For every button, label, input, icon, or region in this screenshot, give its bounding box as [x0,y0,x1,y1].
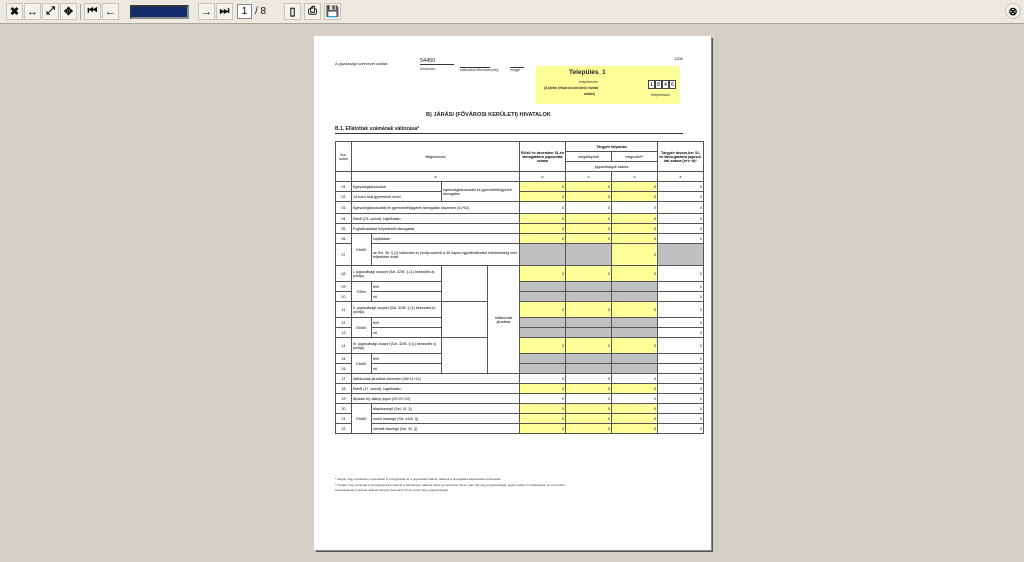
row-spacer [442,266,488,302]
subsection-title: B.1. Ellátottak számának változása* [335,126,420,132]
row-label: alapösszegű (Szt. 41. §) [372,404,520,414]
cell-c[interactable]: 0 [566,182,612,192]
cell-e: 0 [658,202,704,214]
row-num: 01 [336,182,352,192]
zoom-arrows-icon[interactable]: ✥ [60,3,77,20]
cell-e: 0 [658,414,704,424]
row-num: 07 [336,244,352,266]
settlement-sublabel: (A járási (fővárosi kerületi) hivatal [544,86,599,90]
cell-b-disabled [520,318,566,328]
hdr-new: megállapított [566,152,612,162]
settlement-label: településnév [579,80,599,84]
group-idokor: Időskorúak járadéka [488,266,520,374]
viewer-toolbar [0,0,1024,24]
page-number-input[interactable] [237,4,252,19]
footnote-3: személyeknek a számát, akiknek tárgyév december 31-én szűnt meg a jogosultsága! [335,488,448,492]
cell-e-disabled [658,244,704,266]
table-row [336,244,704,266]
cell-c-disabled [566,328,612,338]
cell-d[interactable]: 0 [612,214,658,224]
cell-d-disabled [612,282,658,292]
fit-width-icon[interactable]: ↔ [24,3,41,20]
cell-d[interactable]: 0 [612,414,658,424]
cell-e: 0 [658,214,704,224]
row-label: kiemelt összegű (Szt. 42. §) [372,424,520,434]
cell-c[interactable]: 0 [566,266,612,282]
cell-b[interactable]: 0 [520,266,566,282]
table-row [336,202,704,214]
cell-e: 0 [658,318,704,328]
cell-c: 0 [566,394,612,404]
row-label: emelt összegű (Szt. 43/A. §) [372,414,520,424]
cell-c-disabled [566,318,612,328]
export-icon[interactable]: ▯ [284,3,301,20]
row-num: 21 [336,414,352,424]
cell-e: 0 [658,234,704,244]
row-label: nő [372,292,442,302]
report-page [314,36,711,550]
cell-e: 0 [658,192,704,202]
cell-b[interactable]: 0 [520,182,566,192]
cell-c[interactable]: 0 [566,192,612,202]
cell-e: 0 [658,354,704,364]
row-label: az Szt. 36. § (2) bekezdés e) pontja szerinti a 30 napos együttműködési kötelezettség nem teljesítése miatt [372,244,520,266]
cell-c-disabled [566,292,612,302]
table-row [336,394,704,404]
group-label: Ebből: [352,354,372,374]
form-code: 1206 [674,56,683,61]
cell-b[interactable]: 0 [520,224,566,234]
table-row [336,266,704,282]
letter: a [352,172,520,182]
cell-c[interactable]: 0 [566,384,612,394]
save-icon[interactable]: 💾 [324,3,341,20]
cell-e: 0 [658,328,704,338]
cell-c-disabled [566,282,612,292]
cell-b[interactable]: 0 [520,192,566,202]
provider-code: 54450 [420,58,454,65]
cell-e: 0 [658,424,704,434]
cell-d-disabled [612,364,658,374]
row-label: Ápolási díj, alanyi jogon (20+21+22) [352,394,520,404]
cell-c[interactable]: 0 [566,234,612,244]
cell-e: 0 [658,224,704,234]
section-title: B) JÁRÁSI (FŐVÁROSI KERÜLETI) HIVATALOK [426,112,551,118]
cell-c-disabled [566,244,612,266]
row-label: nő [372,328,442,338]
cell-d[interactable]: 0 [612,244,658,266]
table-row [336,338,704,354]
cell-c-disabled [566,364,612,374]
row-label: hajléktalan [372,234,520,244]
row-label: Egészségkárosodott [352,182,442,192]
cell-c-disabled [566,354,612,364]
toolbar-separator [80,4,81,20]
cell-e: 0 [658,394,704,404]
cell-e: 0 [658,266,704,282]
row-num: 04 [336,214,352,224]
cell-d-disabled [612,318,658,328]
table-row [336,354,704,364]
cell-b-disabled [520,354,566,364]
code-digit: 8 [655,80,662,89]
row-num: 03 [336,202,352,214]
close-x-icon[interactable]: ✖ [6,3,23,20]
row-num: 10 [336,292,352,302]
cell-b[interactable]: 0 [520,384,566,394]
code-digit: 6 [669,80,676,89]
row-label: Ebből (17. sorból): hajléktalan [352,384,520,394]
cell-e: 0 [658,384,704,394]
table-row [336,374,704,384]
cell-c[interactable]: 0 [566,302,612,318]
row-num: 13 [336,328,352,338]
col-label-2: statisztikai főtevékenység [460,68,499,72]
cell-d[interactable]: 0 [612,266,658,282]
cell-d[interactable]: 0 [612,182,658,192]
cell-b-disabled [520,244,566,266]
row-spacer [442,302,488,338]
table-row [336,224,704,234]
cell-b[interactable]: 0 [520,338,566,354]
cell-d[interactable]: 0 [612,234,658,244]
row-sublabel: egészségkárosodási és gyermekfelügyeleti támogatás [442,182,520,202]
table-row [336,328,704,338]
code-digit: 1 [648,80,655,89]
settlement-name: Település_1 [569,69,606,76]
row-label: nő [372,364,442,374]
table-row [336,192,704,202]
row-num: 14 [336,338,352,354]
row-num: 18 [336,384,352,394]
letter: d [612,172,658,182]
group-label: Fő/év [352,282,372,302]
cell-b-disabled [520,292,566,302]
footnote-2: ** Kérjük, hogy azoknak a személyeknek a számát is feltüntesse, akiknek előző év december 31-én után vált meg a jogosultsága, egyben akkor és feltüntetést, és ezen kívül [335,483,565,487]
table-row [336,384,704,394]
cell-b: 0 [520,202,566,214]
cell-b[interactable]: 0 [520,302,566,318]
row-num: 15 [336,354,352,364]
cell-d-disabled [612,292,658,302]
cell-d[interactable]: 0 [612,338,658,354]
row-num: 17 [336,374,352,384]
row-label: Időskorúak járadéka összesen (08+11+14) [352,374,520,384]
next-page-icon[interactable]: → [198,3,215,20]
cell-d-disabled [612,354,658,364]
cell-d: 0 [612,202,658,214]
section-rule [335,133,683,134]
cell-b: 0 [520,374,566,384]
table-row [336,404,704,414]
letter: e [658,172,704,182]
table-row [336,282,704,292]
cell-b[interactable]: 0 [520,214,566,224]
cell-d[interactable]: 0 [612,384,658,394]
row-label: III. jogosultsági csoport (Szt. 32/B. § (1) bekezdés c) pontja) [352,338,442,354]
group-label: Ebből: [352,318,372,338]
row-num: 08 [336,266,352,282]
cell-d: 0 [612,374,658,384]
hdr-end: Tárgyév decem-ber 31-én támo-gatásra jogosul-tak száma (b+c−d)* [658,142,704,172]
row-num: 09 [336,282,352,292]
row-label: II. jogosultsági csoport (Szt. 32/B. § (1) bekezdés b) pontja) [352,302,442,318]
cell-d: 0 [612,394,658,404]
col-label-3: megye [510,67,524,72]
code-label: településkód [651,93,671,97]
settlement-sublabel2: adatai) [584,92,595,96]
row-num: 05 [336,224,352,234]
cell-e: 0 [658,364,704,374]
close-circle-icon[interactable]: ⊗ [1005,3,1021,19]
cell-b[interactable]: 0 [520,404,566,414]
cell-e: 0 [658,404,704,414]
table-row [336,182,704,192]
cell-b[interactable]: 0 [520,414,566,424]
row-num: 19 [336,394,352,404]
cell-b-disabled [520,364,566,374]
first-page-icon[interactable]: ⏮ [84,3,101,20]
cell-d[interactable]: 0 [612,192,658,202]
cell-c[interactable]: 0 [566,404,612,414]
cell-c[interactable]: 0 [566,424,612,434]
letter: c [566,172,612,182]
row-label: Foglalkoztatást helyettesítő támogatás [352,224,520,234]
cell-b-disabled [520,282,566,292]
provider-label: A gazdasági szervezet adatai: [335,61,389,66]
group-label: Ebből: [352,404,372,434]
row-num: 20 [336,404,352,414]
table-row [336,318,704,328]
letter: b [520,172,566,182]
footnote-1: * Kérjük, hogy szeleknek a számában is a tárgyévben ki is jogosultak határok, akiknek a támogatása kapcsolatos szüneteltet! [335,477,502,481]
cell-b-disabled [520,328,566,338]
hdr-year: Tárgyév folyamán [566,142,658,152]
cell-d[interactable]: 0 [612,404,658,414]
cell-c[interactable]: 0 [566,214,612,224]
cell-e: 0 [658,292,704,302]
previous-page-icon[interactable]: ← [102,3,119,20]
table-row [336,234,704,244]
row-num: 02 [336,192,352,202]
cell-c: 0 [566,202,612,214]
cell-c: 0 [566,374,612,384]
print-icon[interactable]: ⎙ [304,3,321,20]
row-num: 11 [336,302,352,318]
row-label: 14 éven aluli gyermeket nevel [352,192,442,202]
hdr-prev: Előző év december 31-én támogatásra jogosultak száma [520,142,566,172]
row-label: férfi [372,318,442,328]
row-label: Egészségkárosodási és gyermekfelügyeleti támogatás összesen (01+02) [352,202,520,214]
cell-c[interactable]: 0 [566,224,612,234]
hdr-name: Megnevezés [352,142,520,172]
cell-e: 0 [658,302,704,318]
row-num: 12 [336,318,352,328]
cell-e: 0 [658,374,704,384]
last-page-icon[interactable]: ⏭ [216,3,233,20]
cell-e: 0 [658,282,704,292]
hdr-sub: jogosultságok száma [566,162,658,172]
row-label: Ebből (03. sorból): hajléktalan [352,214,520,224]
code-digit: 4 [662,80,669,89]
col-label-1: törzsszám [420,67,436,71]
cell-d[interactable]: 0 [612,424,658,434]
cell-b[interactable]: 0 [520,424,566,434]
group-label: Ebből: [352,234,372,266]
table-row [336,302,704,318]
hdr-sor: Sor-szám [336,142,352,172]
row-num: 06 [336,234,352,244]
row-spacer [442,338,488,374]
cell-d[interactable]: 0 [612,224,658,234]
hdr-ceased: megszűnt** [612,152,658,162]
table-row [336,414,704,424]
load-progress-bar [130,5,189,19]
cell-b[interactable]: 0 [520,234,566,244]
benefits-table [335,141,704,434]
row-num: 16 [336,364,352,374]
table-row [336,364,704,374]
page-total: / 8 [255,6,267,17]
cell-d-disabled [612,328,658,338]
row-label: férfi [372,354,442,364]
cell-d[interactable]: 0 [612,302,658,318]
table-row [336,424,704,434]
row-num: 22 [336,424,352,434]
row-label: férfi [372,282,442,292]
cell-e: 0 [658,338,704,354]
cell-b: 0 [520,394,566,404]
letter-empty [336,172,352,182]
table-row [336,214,704,224]
cell-c[interactable]: 0 [566,414,612,424]
cell-e: 0 [658,182,704,192]
cell-c[interactable]: 0 [566,338,612,354]
row-label: I. jogosultsági csoport (Szt. 32/B. § (1) bekezdés a) pontja) [352,266,442,282]
fit-page-icon[interactable]: ⤢ [42,3,59,20]
table-row [336,292,704,302]
